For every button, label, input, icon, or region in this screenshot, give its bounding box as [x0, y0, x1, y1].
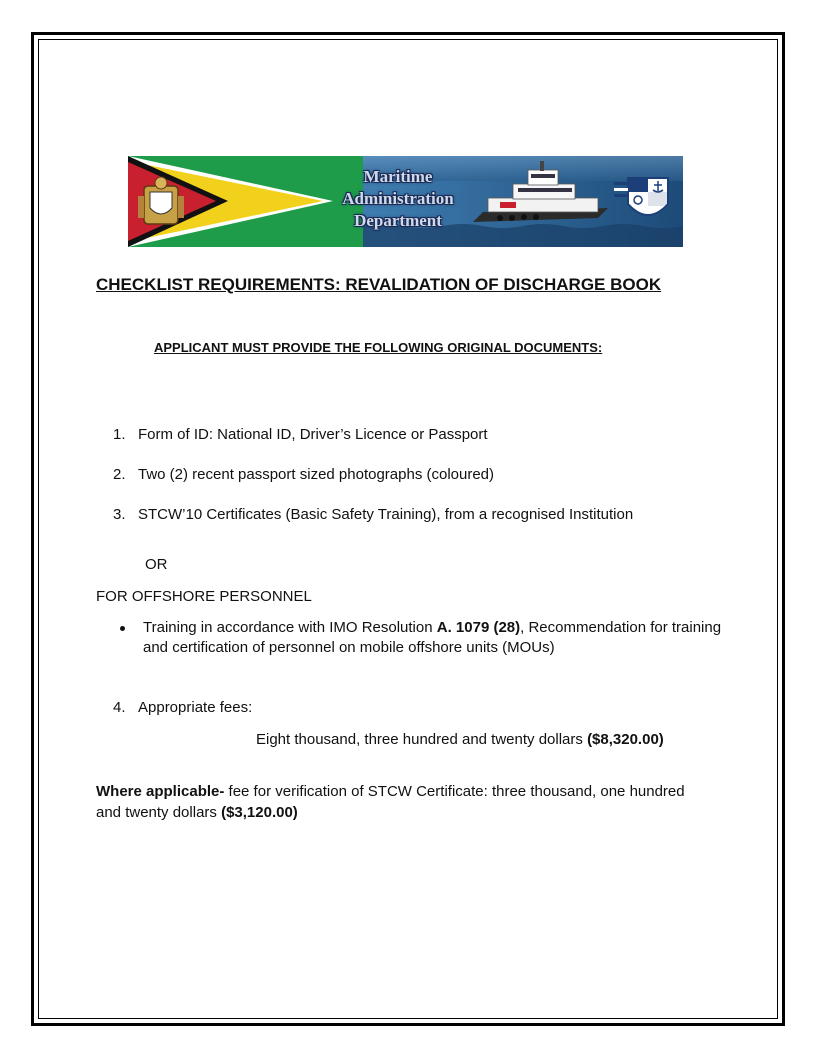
- list-item: [113, 466, 494, 483]
- list-item: [113, 506, 633, 523]
- fee-line: [256, 731, 664, 748]
- fee-amount: ($8,320.00): [587, 731, 664, 748]
- list-item-number: 4.: [113, 699, 126, 716]
- banner-title-line2: Administration: [342, 189, 454, 208]
- banner-title: [328, 166, 468, 232]
- list-item-text: Two (2) recent passport sized photographs (coloured): [138, 466, 495, 483]
- list-item: [113, 699, 252, 716]
- or-separator: OR: [145, 556, 168, 573]
- where-applicable-text: fee for verification of STCW Certificate: three thousand, one hundred and twenty dollars: [96, 783, 685, 821]
- list-item-number: 3.: [113, 506, 126, 523]
- list-item: [113, 426, 488, 443]
- imo-resolution-number: A. 1079 (28): [436, 619, 521, 636]
- where-applicable-note: [96, 781, 696, 823]
- list-item-text: STCW’10 Certificates (Basic Safety Training), from a recognised Institution: [138, 506, 634, 523]
- bullet-icon: [120, 626, 125, 631]
- document-title: CHECKLIST REQUIREMENTS: REVALIDATION OF DISCHARGE BOOK: [96, 275, 662, 294]
- list-item-number: 1.: [113, 426, 126, 443]
- offshore-bullet-after: , Recommendation for training and certification of personnel on mobile offshore units (MOUs): [143, 619, 722, 656]
- document-subtitle: APPLICANT MUST PROVIDE THE FOLLOWING ORIGINAL DOCUMENTS:: [154, 340, 603, 355]
- header-banner: [128, 156, 683, 247]
- verification-fee-amount: ($3,120.00): [221, 804, 298, 821]
- list-item-text: Appropriate fees:: [138, 699, 253, 716]
- offshore-bullet-text: [143, 618, 723, 658]
- banner-title-line1: Maritime: [363, 167, 433, 186]
- where-applicable-label: Where applicable-: [96, 783, 225, 800]
- list-item-number: 2.: [113, 466, 126, 483]
- banner-title-line3: Department: [354, 211, 442, 230]
- offshore-heading: FOR OFFSHORE PERSONNEL: [96, 588, 312, 605]
- list-item-text: Form of ID: National ID, Driver’s Licence or Passport: [138, 426, 488, 443]
- offshore-bullet-before: Training in accordance with IMO Resolution: [143, 619, 437, 636]
- fee-text: Eight thousand, three hundred and twenty dollars: [256, 731, 588, 748]
